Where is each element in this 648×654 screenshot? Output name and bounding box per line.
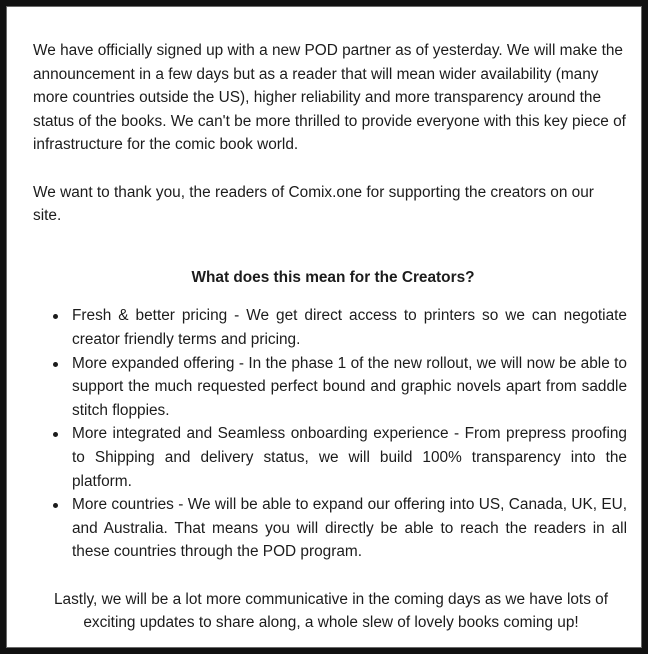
list-item-pricing bbox=[33, 304, 627, 351]
section-heading: What does this mean for the Creators? bbox=[191, 268, 475, 286]
list-item-text: Fresh & better pricing - We get direct access to printers so we can negotiate creator friendly terms and pricing. bbox=[72, 307, 627, 348]
document-body bbox=[33, 39, 629, 635]
bullet-icon bbox=[53, 503, 58, 508]
list-item-countries bbox=[33, 493, 627, 564]
bullet-icon bbox=[53, 362, 58, 367]
bullet-icon bbox=[53, 432, 58, 437]
list-item-offering bbox=[33, 352, 627, 423]
list-item-text: More expanded offering - In the phase 1 of the new rollout, we will now be able to support the much requested perfect bound and graphic novels apart from saddle stitch floppies. bbox=[72, 354, 627, 419]
intro-paragraph-1: We have officially signed up with a new POD partner as of yesterday. We will make the announcement in a few days but as a reader that will mean wider availability (many more countries outside the US), higher reliability and more transparency around the status of the books. We can't be more thrilled to provide everyone with this key piece of infrastructure for the comic book world. bbox=[33, 42, 626, 154]
closing-paragraph: Lastly, we will be a lot more communicative in the coming days as we have lots of exciting updates to share along, a whole slew of lovely books coming up! bbox=[53, 590, 609, 632]
intro-paragraph-2: We want to thank you, the readers of Comix.one for supporting the creators on our site. bbox=[33, 183, 594, 225]
list-item-onboarding bbox=[33, 422, 627, 493]
creator-benefits-list bbox=[33, 304, 629, 564]
list-item-text: More integrated and Seamless onboarding experience - From prepress proofing to Shipping and delivery status, we will build 100% transparency into the platform. bbox=[72, 425, 627, 490]
bullet-icon bbox=[53, 314, 58, 319]
list-item-text: More countries - We will be able to expand our offering into US, Canada, UK, EU, and Australia. That means you will directly be able to reach the readers in all these countries through the POD program. bbox=[72, 496, 627, 561]
